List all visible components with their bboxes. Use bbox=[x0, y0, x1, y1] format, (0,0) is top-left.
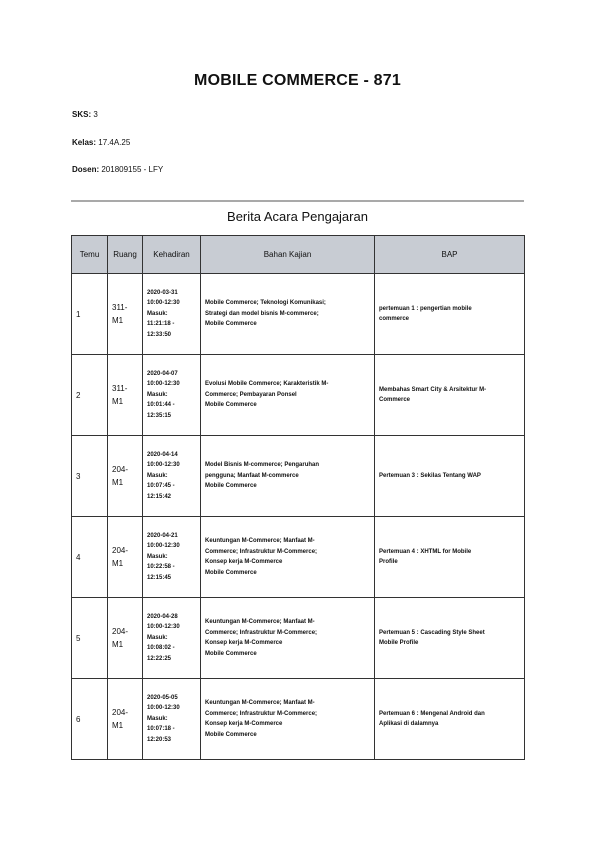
ruang-cell bbox=[108, 679, 143, 760]
kehadiran-line: 10:00-12:30 bbox=[147, 624, 180, 631]
kelas-line bbox=[72, 138, 130, 147]
bahan-line: Mobile Commerce bbox=[205, 731, 257, 738]
temu-cell bbox=[72, 274, 108, 355]
header-bap: BAP bbox=[375, 236, 525, 274]
kelas-value: 17.4A.25 bbox=[98, 138, 131, 147]
bahan-line: Konsep kerja M-Commerce bbox=[205, 640, 283, 646]
ruang-cell bbox=[108, 355, 143, 436]
course-title: MOBILE COMMERCE - 871 bbox=[194, 72, 401, 89]
bap-line: Mobile Profile bbox=[379, 640, 419, 646]
kehadiran-line: 10:01:44 - bbox=[147, 402, 175, 409]
dosen-label: Dosen: bbox=[72, 165, 100, 174]
bap-cell bbox=[375, 679, 525, 760]
ruang-line: M1 bbox=[112, 721, 124, 730]
kehadiran-line: 2020-04-07 bbox=[147, 370, 178, 377]
bahan-line: pengguna; Manfaat M-commerce bbox=[205, 472, 299, 479]
bahan-line: Mobile Commerce; Teknologi Komunikasi; bbox=[205, 300, 326, 307]
kehadiran-line: Masuk: bbox=[147, 310, 168, 317]
kehadiran-line: 10:00-12:30 bbox=[147, 381, 180, 388]
bahan-line: Commerce; Infrastruktur M-Commerce; bbox=[205, 629, 318, 636]
table-row bbox=[72, 274, 525, 355]
kehadiran-line: 10:00-12:30 bbox=[147, 462, 180, 469]
kehadiran-line: 10:00-12:30 bbox=[147, 543, 180, 550]
ruang-line: M1 bbox=[112, 316, 124, 325]
bap-cell bbox=[375, 517, 525, 598]
kehadiran-line: 2020-04-14 bbox=[147, 451, 178, 458]
temu-cell bbox=[72, 679, 108, 760]
bahan-line: Mobile Commerce bbox=[205, 402, 257, 409]
kehadiran-line: 10:07:18 - bbox=[147, 726, 175, 733]
bahan-line: Mobile Commerce bbox=[205, 650, 257, 657]
table-row bbox=[72, 436, 525, 517]
temu-cell bbox=[72, 436, 108, 517]
bap-line: Pertemuan 4 : XHTML for Mobile bbox=[379, 548, 472, 555]
kehadiran-cell bbox=[143, 355, 201, 436]
ruang-line: 311- bbox=[112, 384, 128, 393]
bahan-kajian-cell bbox=[201, 517, 375, 598]
bap-line: Commerce bbox=[379, 397, 411, 403]
table-row bbox=[72, 355, 525, 436]
temu-cell bbox=[72, 598, 108, 679]
kehadiran-line: 10:08:02 - bbox=[147, 645, 175, 652]
bahan-kajian-cell bbox=[201, 436, 375, 517]
temu-cell bbox=[72, 355, 108, 436]
kehadiran-line: 2020-05-05 bbox=[147, 694, 178, 701]
bahan-line: Commerce; Infrastruktur M-Commerce; bbox=[205, 710, 318, 717]
bap-line: pertemuan 1 : pengertian mobile bbox=[379, 305, 472, 312]
bahan-line: Commerce; Infrastruktur M-Commerce; bbox=[205, 548, 318, 555]
temu-value: 5 bbox=[76, 633, 81, 643]
temu-cell bbox=[72, 517, 108, 598]
teaching-log-table bbox=[71, 235, 525, 760]
kehadiran-line: Masuk: bbox=[147, 553, 168, 560]
temu-value: 3 bbox=[76, 471, 81, 481]
ruang-line: M1 bbox=[112, 559, 124, 568]
bap-line: Profile bbox=[379, 559, 398, 565]
header-kehadiran: Kehadiran bbox=[143, 236, 201, 274]
ruang-cell bbox=[108, 598, 143, 679]
temu-value: 6 bbox=[76, 714, 81, 724]
ruang-cell bbox=[108, 274, 143, 355]
bahan-line: Mobile Commerce bbox=[205, 321, 257, 328]
kehadiran-line: 11:21:18 - bbox=[147, 321, 175, 328]
bap-cell bbox=[375, 274, 525, 355]
bahan-line: Mobile Commerce bbox=[205, 483, 257, 490]
ruang-cell bbox=[108, 517, 143, 598]
kehadiran-line: 12:33:50 bbox=[147, 331, 172, 338]
bahan-line: Evolusi Mobile Commerce; Karakteristik M- bbox=[205, 381, 329, 388]
bap-line: Membahas Smart City & Arsitektur M- bbox=[379, 386, 487, 393]
kehadiran-line: 12:15:45 bbox=[147, 574, 172, 581]
table-header-row bbox=[72, 236, 525, 274]
bap-line: Aplikasi di dalamnya bbox=[379, 721, 439, 727]
ruang-line: M1 bbox=[112, 397, 124, 406]
bap-line: Pertemuan 6 : Mengenal Android dan bbox=[379, 710, 485, 717]
temu-value: 1 bbox=[76, 309, 81, 319]
ruang-line: 204- bbox=[112, 708, 129, 717]
kehadiran-cell bbox=[143, 274, 201, 355]
kehadiran-line: 12:35:15 bbox=[147, 412, 172, 419]
kehadiran-line: 2020-04-21 bbox=[147, 532, 178, 539]
ruang-cell bbox=[108, 436, 143, 517]
bap-line: commerce bbox=[379, 316, 410, 322]
kehadiran-line: 10:07:45 - bbox=[147, 483, 175, 490]
kehadiran-line: 10:22:58 - bbox=[147, 564, 175, 571]
kehadiran-line: 12:22:25 bbox=[147, 655, 172, 662]
dosen-line bbox=[72, 165, 163, 174]
bahan-line: Commerce; Pembayaran Ponsel bbox=[205, 391, 297, 398]
bahan-line: Keuntungan M-Commerce; Manfaat M- bbox=[205, 538, 315, 544]
header-bahan-kajian: Bahan Kajian bbox=[201, 236, 375, 274]
bap-cell bbox=[375, 355, 525, 436]
bahan-line: Konsep kerja M-Commerce bbox=[205, 559, 283, 565]
bap-line: Pertemuan 3 : Sekilas Tentang WAP bbox=[379, 472, 481, 479]
kehadiran-line: 12:15:42 bbox=[147, 493, 172, 500]
sks-label: SKS: bbox=[72, 110, 92, 119]
kehadiran-line: Masuk: bbox=[147, 634, 168, 641]
bahan-kajian-cell bbox=[201, 355, 375, 436]
bahan-kajian-cell bbox=[201, 274, 375, 355]
bap-cell bbox=[375, 598, 525, 679]
kehadiran-cell bbox=[143, 436, 201, 517]
kehadiran-cell bbox=[143, 517, 201, 598]
temu-value: 2 bbox=[76, 390, 81, 400]
sks-line bbox=[72, 110, 98, 119]
ruang-line: 311- bbox=[112, 303, 128, 312]
divider bbox=[71, 200, 524, 202]
table-row bbox=[72, 598, 525, 679]
bap-cell bbox=[375, 436, 525, 517]
ruang-line: M1 bbox=[112, 640, 124, 649]
header-ruang: Ruang bbox=[108, 236, 143, 274]
temu-value: 4 bbox=[76, 552, 81, 562]
table-row bbox=[72, 517, 525, 598]
bap-line: Pertemuan 5 : Cascading Style Sheet bbox=[379, 629, 485, 636]
section-title: Berita Acara Pengajaran bbox=[227, 209, 368, 224]
bahan-kajian-cell bbox=[201, 598, 375, 679]
bahan-line: Keuntungan M-Commerce; Manfaat M- bbox=[205, 619, 315, 625]
kehadiran-line: 10:00-12:30 bbox=[147, 300, 180, 307]
ruang-line: M1 bbox=[112, 478, 124, 487]
ruang-line: 204- bbox=[112, 627, 129, 636]
ruang-line: 204- bbox=[112, 546, 129, 555]
ruang-line: 204- bbox=[112, 465, 129, 474]
bahan-kajian-cell bbox=[201, 679, 375, 760]
kehadiran-cell bbox=[143, 679, 201, 760]
header-temu: Temu bbox=[72, 236, 108, 274]
dosen-value: 201809155 - LFY bbox=[101, 165, 164, 174]
kehadiran-line: 2020-04-28 bbox=[147, 613, 178, 620]
bahan-line: Mobile Commerce bbox=[205, 569, 257, 576]
bahan-line: Model Bisnis M-commerce; Pengaruhan bbox=[205, 462, 320, 469]
kelas-label: Kelas: bbox=[72, 138, 97, 147]
kehadiran-line: Masuk: bbox=[147, 715, 168, 722]
kehadiran-line: Masuk: bbox=[147, 472, 168, 479]
sks-value: 3 bbox=[93, 110, 98, 119]
kehadiran-cell bbox=[143, 598, 201, 679]
kehadiran-line: 2020-03-31 bbox=[147, 289, 178, 296]
bahan-line: Keuntungan M-Commerce; Manfaat M- bbox=[205, 700, 315, 706]
kehadiran-line: 10:00-12:30 bbox=[147, 705, 180, 712]
kehadiran-line: Masuk: bbox=[147, 391, 168, 398]
bahan-line: Konsep kerja M-Commerce bbox=[205, 721, 283, 727]
table-row bbox=[72, 679, 525, 760]
bahan-line: Strategi dan model bisnis M-commerce; bbox=[205, 310, 319, 317]
kehadiran-line: 12:20:53 bbox=[147, 736, 172, 743]
